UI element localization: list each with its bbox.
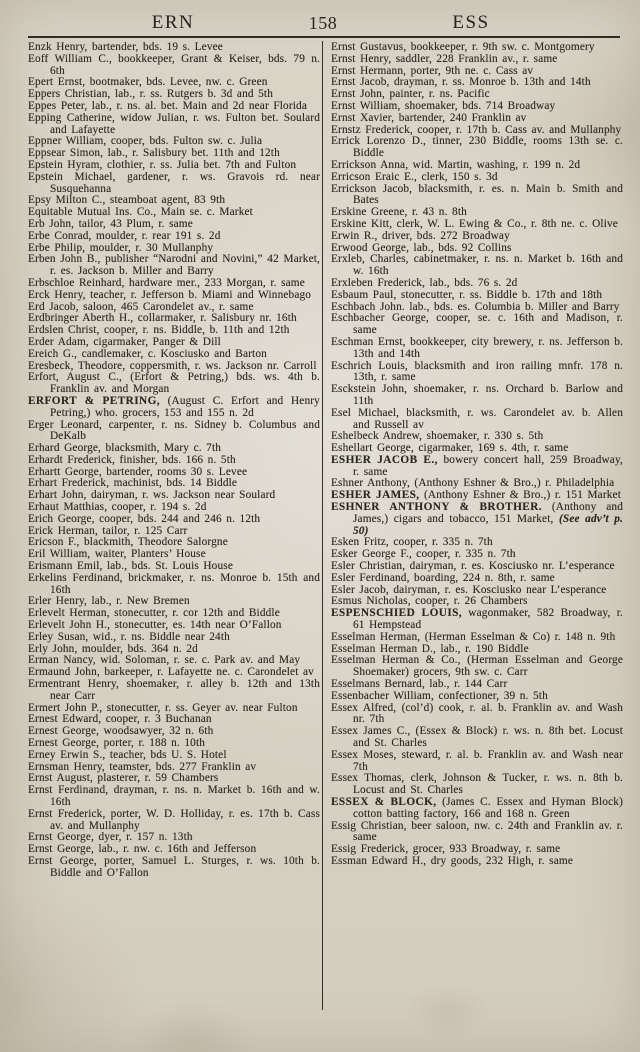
directory-entry: Esselman Herman & Co., (Herman Esselman and George Shoemaker) grocers, 9th sw. c. Carr xyxy=(331,654,623,679)
directory-entry: Ermaund John, barkeeper, r. Lafayette ne. c. Carondelet av xyxy=(28,666,314,679)
directory-entry: Erdslen Christ, cooper, r. ns. Biddle, b. 11th and 12th xyxy=(28,324,290,337)
directory-entry: Erck Henry, teacher, r. Jefferson b. Miami and Winnebago xyxy=(28,288,312,301)
directory-entry: Ernest George, porter, r. 188 n. 10th xyxy=(28,737,206,750)
directory-entry: Erhart John, dairyman, r. ws. Jackson near Soulard xyxy=(28,489,276,502)
directory-entry: ESHNER ANTHONY & BROTHER. (Anthony and James,) cigars and tobacco, 151 Market, (See adv’t p. 50) xyxy=(331,501,624,537)
directory-entry: Erhart Frederick, machinist, bds. 14 Biddle xyxy=(28,477,238,490)
directory-entry: Erney Erwin S., teacher, bds U. S. Hotel xyxy=(28,748,227,761)
directory-entry: ERFORT & PETRING, (August C. Erfort and Henry Petring,) who. grocers, 153 and 155 n. 2d xyxy=(28,394,320,419)
directory-entry: Erhaut Matthias, cooper, r. 194 s. 2d xyxy=(28,501,207,514)
directory-entry: Eschbacher George, cooper, se. c. 16th and Madison, r. same xyxy=(331,312,623,337)
directory-entry: ESHER JACOB E., bowery concert hall, 259 Broadway, r. same xyxy=(331,453,624,478)
directory-entry: Essex Thomas, clerk, Johnson & Tucker, r. ws. n. 8th b. Locust and St. Charles xyxy=(331,772,623,797)
directory-entry: Erlevelt John H., stonecutter, es. 14th near O’Fallon xyxy=(28,619,282,632)
directory-entry: Erricson Eraic E., clerk, 150 s. 3d xyxy=(331,170,498,183)
directory-entry: Esker George F., cooper, r. 335 n. 7th xyxy=(331,548,516,561)
directory-entry: Ereich G., candlemaker, c. Kosciusko and Barton xyxy=(28,347,267,360)
directory-entry: Essex James C., (Essex & Block) r. ws. n. 8th bet. Locust and St. Charles xyxy=(331,725,623,750)
directory-entry: Ernst Henry, saddler, 228 Franklin av., r. same xyxy=(331,52,558,65)
directory-entry: Epstein Michael, gardener, r. ws. Gravois rd. near Susquehanna xyxy=(28,170,320,195)
directory-entry: Epert Ernst, bootmaker, bds. Levee, nw. c. Green xyxy=(28,76,268,89)
directory-entry: Erfort, August C., (Erfort & Petring,) bds. ws. 4th b. Franklin av. and Morgan xyxy=(28,371,320,396)
directory-entry: Erdbringer Aberth H., collarmaker, r. Salisbury nr. 16th xyxy=(28,312,297,325)
directory-entry: Ernest Edward, cooper, r. 3 Buchanan xyxy=(28,713,212,726)
directory-entry: Eppes Peter, lab., r. ns. al. bet. Main and 2d near Florida xyxy=(28,99,308,112)
directory-entry: Esler Christian, dairyman, r. es. Kosciusko nr. L’esperance xyxy=(331,560,615,573)
directory-entry: Eppner William, cooper, bds. Fulton sw. c. Julia xyxy=(28,135,263,148)
directory-entry: ESSEX & BLOCK, (James C. Essex and Hyman Block) cotton batting factory, 166 and 168 n. Green xyxy=(331,796,623,820)
directory-entry: Ernst George, lab., r. nw. c. 16th and Jefferson xyxy=(28,843,257,856)
right-column xyxy=(331,42,623,868)
directory-entry: ESPENSCHIED LOUIS, wagonmaker, 582 Broadway, r. 61 Hempstead xyxy=(331,607,623,632)
directory-entry: Erhartt George, bartender, rooms 30 s. Levee xyxy=(28,465,248,478)
directory-entry: Epsy Milton C., steamboat agent, 83 9th xyxy=(28,194,226,207)
directory-entry: Erismann Emil, lab., bds. St. Louis House xyxy=(28,560,233,573)
directory-entry: Erhardt Frederick, finisher, bds. 166 n. 5th xyxy=(28,453,236,466)
directory-entry: Epstein Hyram, clothier, r. ss. Julia bet. 7th and Fulton xyxy=(28,158,297,171)
directory-entry: Essex Moses, steward, r. al. b. Franklin av. and Wash near 7th xyxy=(331,748,623,773)
directory-entry: Eschrich Louis, blacksmith and iron railing mnfr. 178 n. 13th, r. same xyxy=(331,359,623,384)
directory-entry: Ernstz Frederick, cooper, r. 17th b. Cass av. and Mullanphy xyxy=(331,123,622,136)
directory-entry: Erskine Kitt, clerk, W. L. Ewing & Co., r. 8th ne. c. Olive xyxy=(331,217,618,230)
directory-entry: Ernst Hermann, porter, 9th ne. c. Cass av xyxy=(331,64,534,77)
directory-entry: Ernst Gustavus, bookkeeper, r. 9th sw. c. Montgomery xyxy=(331,41,595,53)
directory-entry: Equitable Mutual Ins. Co., Main se. c. Market xyxy=(28,206,253,219)
directory-entry: Erskine Greene, r. 43 n. 8th xyxy=(331,206,467,219)
page-number: 158 xyxy=(308,13,338,33)
directory-entry: Epping Catherine, widow Julian, r. ws. Fulton bet. Soulard and Lafayette xyxy=(28,111,320,136)
directory-entry: Esselman Herman, (Herman Esselman & Co) r. 148 n. 9th xyxy=(331,630,616,643)
directory-entry: Erd Jacob, saloon, 465 Carondelet av., r. same xyxy=(28,300,254,313)
directory-entry: Erich George, cooper, bds. 244 and 246 n. 12th xyxy=(28,512,261,525)
directory-entry: Erb John, tailor, 43 Plum, r. same xyxy=(28,217,193,230)
header-rule xyxy=(28,36,620,38)
directory-entry: Erxleben Frederick, lab., bds. 76 s. 2d xyxy=(331,276,518,289)
directory-entry: Eppers Christian, lab., r. ss. Rutgers b. 3d and 5th xyxy=(28,88,274,101)
directory-entry: Essig Christian, beer saloon, nw. c. 24th and Franklin av. r. same xyxy=(331,819,623,844)
left-column xyxy=(28,42,320,880)
directory-entry: Essman Edward H., dry goods, 232 High, r. same xyxy=(331,854,573,867)
directory-entry: Erwin R., driver, bds. 272 Broadway xyxy=(331,229,510,242)
directory-entry: Esmus Nicholas, cooper, r. 26 Chambers xyxy=(331,595,528,608)
directory-entry: Esselmans Bernard, lab., r. 144 Carr xyxy=(331,678,508,691)
directory-entry: Errick Lorenzo D., tinner, 230 Biddle, rooms 13th se. c. Biddle xyxy=(331,135,623,160)
column-divider-rule xyxy=(322,41,323,1010)
directory-entry: Esler Jacob, dairyman, r. es. Kosciusko near L’esperance xyxy=(331,583,607,596)
directory-entry: Essig Frederick, grocer, 933 Broadway, r. same xyxy=(331,843,561,856)
directory-entry: Erben John B., publisher “Narodni and Novini,” 42 Market, r. es. Jackson b. Miller and Barry xyxy=(28,253,320,278)
directory-entry: Esken Fritz, cooper, r. 335 n. 7th xyxy=(331,536,493,549)
directory-entry: Ermert John P., stonecutter, r. ss. Geyer av. near Fulton xyxy=(28,701,298,714)
directory-entry: ESHER JAMES, (Anthony Eshner & Bro.,) r. 151 Market xyxy=(331,489,622,502)
directory-entry: Erwood George, lab., bds. 92 Collins xyxy=(331,241,512,254)
directory-entry: Ernst Frederick, porter, W. D. Holliday, r. es. 17th b. Cass av. and Mullanphy xyxy=(28,807,320,832)
directory-entry: Eril William, waiter, Planters’ House xyxy=(28,548,206,561)
directory-entry: Eoff William C., bookkeeper, Grant & Keiser, bds. 79 n. 6th xyxy=(28,52,320,77)
directory-entry: Erly John, moulder, bds. 364 n. 2d xyxy=(28,642,198,655)
directory-entry: Essex Alfred, (col’d) cook, r. al. b. Franklin av. and Wash nr. 7th xyxy=(331,701,623,726)
directory-entry: Erley Susan, wid., r. ns. Biddle near 24th xyxy=(28,630,230,643)
header-left-range-label: ERN xyxy=(151,12,195,33)
directory-entry: Ernst George, porter, Samuel L. Sturges, r. ws. 10th b. Biddle and O’Fallon xyxy=(28,854,320,879)
directory-entry: Esselman Herman D., lab., r. 190 Biddle xyxy=(331,642,529,655)
directory-entry: Eschman Ernst, bookkeeper, city brewery, r. ns. Jefferson b. 13th and 14th xyxy=(331,335,623,360)
directory-entry: Erger Leonard, carpenter, r. ns. Sidney b. Columbus and DeKalb xyxy=(28,418,320,443)
directory-entry: Erbe Philip, moulder, r. 30 Mullanphy xyxy=(28,241,214,254)
directory-entry: Eschbach John. lab., bds. es. Columbia b. Miller and Barry xyxy=(331,300,620,313)
directory-entry: Erxleb, Charles, cabinetmaker, r. ns. n. Market b. 16th and w. 16th xyxy=(331,253,623,278)
directory-entry: Essenbacher William, confectioner, 39 n. 5th xyxy=(331,689,548,702)
directory-entry: Erick Herman, tailor, r. 125 Carr xyxy=(28,524,188,537)
directory-entry: Ernst John, painter, r. ns. Pacific xyxy=(331,88,490,101)
directory-entry: Errickson Jacob, blacksmith, r. es. n. Main b. Smith and Bates xyxy=(331,182,623,207)
directory-entry: Esel Michael, blacksmith, r. ws. Carondelet av. b. Allen and Russell av xyxy=(331,406,623,431)
directory-entry: Esler Ferdinand, boarding, 224 n. 8th, r. same xyxy=(331,571,555,584)
directory-entry: Enzk Henry, bartender, bds. 19 s. Levee xyxy=(28,41,223,53)
directory-entry: Erder Adam, cigarmaker, Panger & Dill xyxy=(28,335,221,348)
directory-entry: Erler Henry, lab., r. New Bremen xyxy=(28,595,190,608)
directory-entry: Eshelbeck Andrew, shoemaker, r. 330 s. 5th xyxy=(331,430,544,443)
directory-entry: Ernst Xavier, bartender, 240 Franklin av xyxy=(331,111,527,124)
directory-entry: Esckstein John, shoemaker, r. ns. Orchard b. Barlow and 11th xyxy=(331,383,623,407)
directory-entry: Erbschloe Reinhard, hardware mer., 233 Morgan, r. same xyxy=(28,276,305,289)
directory-entry: Erhard George, blacksmith, Mary c. 7th xyxy=(28,442,222,455)
directory-entry: Erbe Conrad, moulder, r. rear 191 s. 2d xyxy=(28,229,221,242)
directory-entry: Ericson F., blackmith, Theodore Salorgne xyxy=(28,536,228,549)
directory-entry: Eshner Anthony, (Anthony Eshner & Bro.,) r. Philadelphia xyxy=(331,477,615,490)
directory-entry: Eshellart George, cigarmaker, 169 s. 4th, r. same xyxy=(331,442,569,455)
directory-entry: Erkelins Ferdinand, brickmaker, r. ns. Monroe b. 15th and 16th xyxy=(28,571,320,596)
directory-entry: Erlevelt Herman, stonecutter, r. cor 12th and Biddle xyxy=(28,607,280,620)
directory-entry: Ernst William, shoemaker, bds. 714 Broadway xyxy=(331,99,556,112)
directory-entry: Eresbeck, Theodore, coppersmith, r. ws. Jackson nr. Carroll xyxy=(28,359,317,372)
directory-entry: Ernst Ferdinand, drayman, r. ns. n. Market b. 16th and w. 16th xyxy=(28,784,320,808)
directory-entry: Eppsear Simon, lab., r. Salisbury bet. 11th and 12th xyxy=(28,147,280,160)
directory-entry: Erman Nancy, wid. Soloman, r. se. c. Park av. and May xyxy=(28,654,301,667)
directory-entry: Ernst Jacob, drayman, r. ss. Monroe b. 13th and 14th xyxy=(331,76,591,89)
directory-entry: Ernest George, woodsawyer, 32 n. 6th xyxy=(28,725,214,738)
directory-entry: Ernst August, plasterer, r. 59 Chambers xyxy=(28,772,219,785)
directory-entry: Ermentrant Henry, shoemaker, r. alley b. 12th and 13th near Carr xyxy=(28,678,320,702)
directory-entry: Esbaum Paul, stonecutter, r. ss. Biddle b. 17th and 18th xyxy=(331,288,603,301)
header-right-range-label: ESS xyxy=(452,12,490,33)
directory-entry: Errickson Anna, wid. Martin, washing, r. 199 n. 2d xyxy=(331,158,581,171)
directory-entry: Ernsman Henry, teamster, bds. 277 Franklin av xyxy=(28,760,257,773)
directory-entry: Ernst George, dyer, r. 157 n. 13th xyxy=(28,831,193,844)
